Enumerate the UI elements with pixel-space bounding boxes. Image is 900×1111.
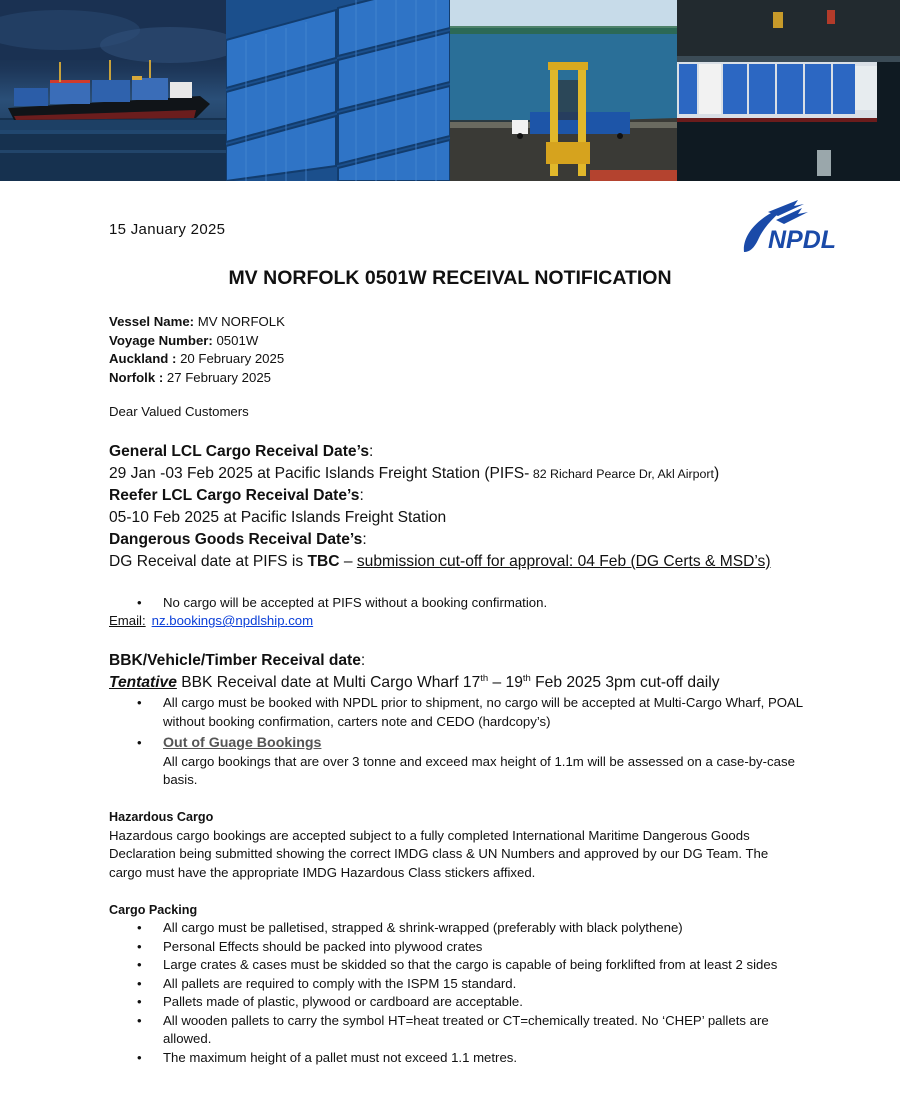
bbk-heading: BBK/Vehicle/Timber Receival date: (109, 652, 366, 669)
banner-photo-wharf (450, 0, 677, 181)
list-item: • All wooden pallets to carry the symbol HT=heat treated or CT=chemically treated. No ‘CHEP’ pallets are allowed. (137, 1012, 769, 1046)
booking-note-list (109, 594, 809, 613)
header-banner (0, 0, 900, 181)
list-item: • Personal Effects should be packed into plywood crates (109, 938, 809, 957)
bullet-icon: • (137, 994, 142, 1009)
reefer-lcl-dates: 05-10 Feb 2025 at Pacific Islands Freight Station (109, 509, 447, 526)
general-lcl-dates: 29 Jan -03 Feb 2025 at Pacific Islands Freight Station (PIFS- 82 Richard Pearce Dr, Akl Airport) (109, 465, 720, 482)
hazardous-text: Hazardous cargo bookings are accepted subject to a fully completed International Maritime Dangerous Goods Declaration being submitted showing the correct IMDG class & UN Numbers and approved by our DG Team. The cargo must have the appropriate IMDG Hazardous Class stickers affixed. (109, 827, 769, 880)
dg-dates: DG Receival date at PIFS is TBC – submission cut-off for approval: 04 Feb (DG Certs & MSD’s) (109, 553, 771, 570)
page-title: MV NORFOLK 0501W RECEIVAL NOTIFICATION (228, 267, 672, 289)
bullet-icon: • (137, 938, 142, 954)
list-item: • Pallets made of plastic, plywood or cardboard are acceptable. (109, 993, 809, 1012)
greeting: Dear Valued Customers (109, 404, 249, 419)
npdl-logo (738, 196, 862, 258)
general-lcl-section (109, 441, 771, 573)
bullet-icon: • (137, 975, 142, 991)
bullet-icon: • (137, 1049, 142, 1065)
bullet-icon: • (137, 1012, 142, 1028)
bbk-dates: Tentative BBK Receival date at Multi Cargo Wharf 17th – 19th Feb 2025 3pm cut-off daily (109, 672, 720, 691)
norfolk-date-row: Norfolk : 27 February 2025 (109, 369, 271, 385)
email-link[interactable]: nz.bookings@npdlship.com (151, 613, 314, 628)
auckland-date-row: Auckland : 20 February 2025 (109, 351, 285, 366)
reefer-lcl-heading: Reefer LCL Cargo Receival Date’s: (109, 487, 364, 504)
bullet-icon: • (137, 735, 142, 750)
letter-date: 15 January 2025 (109, 221, 226, 238)
email-label: Email: (109, 613, 146, 628)
out-of-gauge-heading: Out of Guage Bookings (163, 735, 322, 751)
dg-heading: Dangerous Goods Receival Date’s: (109, 531, 367, 548)
list-item: • Large crates & cases must be skidded so that the cargo is capable of being forklifted from at least 2 sides (109, 956, 809, 975)
packing-list (109, 919, 809, 1067)
bullet-icon: • (137, 695, 142, 710)
email-row (109, 612, 809, 631)
banner-photo-containers (226, 0, 450, 181)
bullet-icon: • (137, 595, 142, 610)
bbk-list (109, 694, 809, 790)
list-item: • No cargo will be accepted at PIFS without a booking confirmation. (109, 594, 809, 613)
svg-text:NPDL: NPDL (768, 226, 837, 254)
list-item (109, 734, 809, 753)
list-item: • All cargo must be palletised, strapped & shrink-wrapped (preferably with black polythene) (109, 919, 809, 938)
banner-photo-ship (0, 0, 226, 181)
vessel-details (109, 313, 285, 387)
general-lcl-heading: General LCL Cargo Receival Date’s: (109, 443, 374, 460)
bbk-section (109, 650, 720, 694)
bullet-icon: • (137, 957, 142, 972)
list-item: • The maximum height of a pallet must not exceed 1.1 metres. (109, 1049, 809, 1068)
bullet-icon: • (137, 920, 142, 935)
list-item: • All cargo must be booked with NPDL prior to shipment, no cargo will be accepted at Multi-Cargo Wharf, POAL without booking confirmation, carters note and CEDO (hardcopy’s) (137, 695, 803, 729)
hazardous-section (109, 808, 799, 882)
voyage-number-row: Voyage Number: 0501W (109, 332, 259, 348)
list-item: • All pallets are required to comply with the ISPM 15 standard. (109, 975, 809, 994)
packing-section (109, 901, 809, 920)
out-of-gauge-text: All cargo bookings that are over 3 tonne and exceed max height of 1.1m will be assessed on a case-by-case basis. (163, 753, 795, 787)
banner-photo-aerial (677, 0, 900, 181)
packing-heading: Cargo Packing (109, 903, 198, 917)
vessel-name-row: Vessel Name: MV NORFOLK (109, 314, 285, 329)
hazardous-heading: Hazardous Cargo (109, 810, 214, 824)
